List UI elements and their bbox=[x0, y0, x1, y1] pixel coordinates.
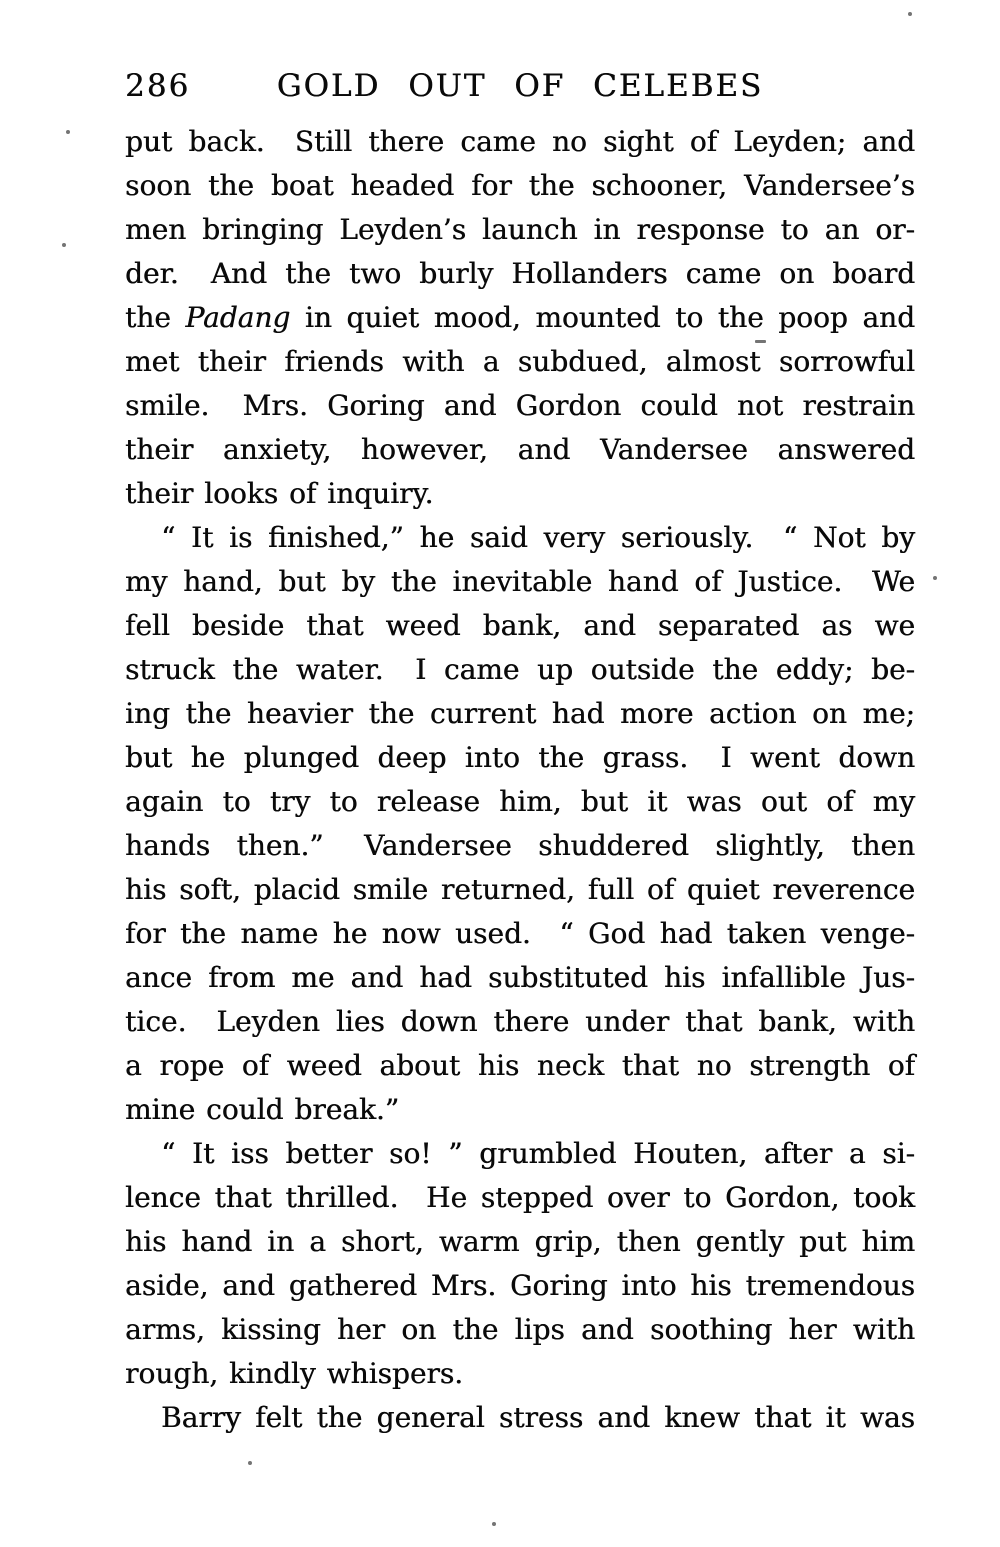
text-line: fell beside that weed bank, and separated as we bbox=[125, 609, 915, 642]
scan-speck bbox=[755, 340, 766, 343]
text-line: a rope of weed about his neck that no strength of bbox=[125, 1049, 915, 1082]
text-line: rough, kindly whispers. bbox=[125, 1357, 464, 1390]
text-line: der. And the two burly Hollanders came on board bbox=[125, 257, 915, 290]
page-number: 286 bbox=[125, 68, 191, 104]
text-line: aside, and gathered Mrs. Goring into his tremendous bbox=[125, 1269, 915, 1302]
text-line: ing the heavier the current had more action on me; bbox=[125, 697, 915, 730]
text-line: struck the water. I came up outside the eddy; be- bbox=[125, 653, 915, 686]
text-line: ance from me and had substituted his infallible Jus- bbox=[125, 961, 915, 994]
text-line: my hand, but by the inevitable hand of Justice. We bbox=[125, 565, 915, 598]
text-line: soon the boat headed for the schooner, Vandersee’s bbox=[125, 169, 915, 202]
scan-speck bbox=[66, 130, 70, 134]
text-line: men bringing Leyden’s launch in response to an or- bbox=[125, 213, 915, 246]
text-line: his hand in a short, warm grip, then gently put him bbox=[125, 1225, 915, 1258]
text-line: lence that thrilled. He stepped over to Gordon, took bbox=[125, 1181, 915, 1214]
text-line: mine could break.” bbox=[125, 1093, 400, 1126]
text-line: arms, kissing her on the lips and soothing her with bbox=[125, 1313, 915, 1346]
paragraph bbox=[125, 516, 915, 1132]
text-line: “ It iss better so! ” grumbled Houten, after a si- bbox=[161, 1137, 915, 1170]
paragraph bbox=[125, 120, 915, 516]
text-line: the Padang in quiet mood, mounted to the poop and bbox=[125, 301, 915, 334]
text-line: his soft, placid smile returned, full of quiet reverence bbox=[125, 873, 915, 906]
paragraph bbox=[125, 1132, 915, 1396]
text-line: their anxiety, however, and Vandersee answered bbox=[125, 433, 915, 466]
text-line: hands then.” Vandersee shuddered slightly, then bbox=[125, 829, 915, 862]
scan-speck bbox=[492, 1522, 496, 1526]
text-line: “ It is finished,” he said very seriously. “ Not by bbox=[161, 521, 915, 554]
text-line: put back. Still there came no sight of Leyden; and bbox=[125, 125, 915, 158]
scan-speck bbox=[62, 243, 66, 247]
text-line: their looks of inquiry. bbox=[125, 477, 434, 510]
scan-speck bbox=[248, 1461, 252, 1465]
scan-speck bbox=[908, 12, 912, 16]
text-line: but he plunged deep into the grass. I went down bbox=[125, 741, 915, 774]
text-line: for the name he now used. “ God had taken venge- bbox=[125, 917, 915, 950]
text-line: again to try to release him, but it was out of my bbox=[125, 785, 915, 818]
text-line: smile. Mrs. Goring and Gordon could not restrain bbox=[125, 389, 915, 422]
paragraph bbox=[125, 1396, 915, 1440]
text-block bbox=[125, 120, 915, 1440]
page-header bbox=[125, 66, 915, 106]
text-line: Barry felt the general stress and knew that it was bbox=[161, 1401, 915, 1434]
text-line: met their friends with a subdued, almost sorrowful bbox=[125, 345, 915, 378]
text-line: tice. Leyden lies down there under that bank, with bbox=[125, 1005, 915, 1038]
scan-speck bbox=[933, 576, 937, 580]
running-title: GOLD OUT OF CELEBES bbox=[276, 68, 764, 104]
